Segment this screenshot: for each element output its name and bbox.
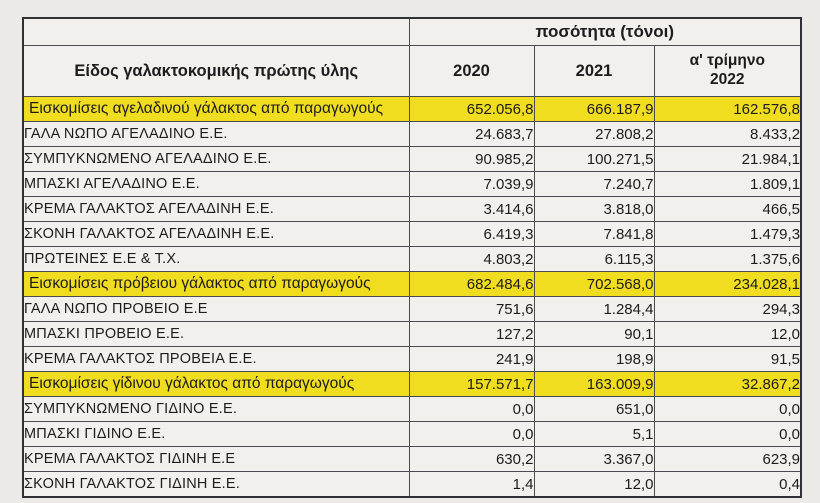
item-row — [23, 472, 801, 498]
item-row — [23, 447, 801, 472]
item-row — [23, 172, 801, 197]
value-2020: 157.571,7 — [409, 372, 534, 397]
item-row — [23, 247, 801, 272]
value-2021: 1.284,4 — [534, 297, 654, 322]
value-2021: 12,0 — [534, 472, 654, 498]
value-q1-2022: 1.479,3 — [654, 222, 801, 247]
row-label: ΜΠΑΣΚΙ ΠΡΟΒΕΙΟ Ε.Ε. — [23, 322, 409, 347]
group-row-goat-milk — [23, 372, 801, 397]
value-2021: 5,1 — [534, 422, 654, 447]
value-2021: 7.841,8 — [534, 222, 654, 247]
dairy-raw-material-intake-table — [22, 17, 802, 498]
row-label: Εισκομίσεις αγελαδινού γάλακτος από παραγωγούς — [23, 97, 409, 122]
row-label: ΠΡΩΤΕΙΝΕΣ Ε.Ε & Τ.Χ. — [23, 247, 409, 272]
value-2020: 751,6 — [409, 297, 534, 322]
value-q1-2022: 32.867,2 — [654, 372, 801, 397]
value-q1-2022: 294,3 — [654, 297, 801, 322]
value-2021: 6.115,3 — [534, 247, 654, 272]
value-2021: 90,1 — [534, 322, 654, 347]
value-q1-2022: 623,9 — [654, 447, 801, 472]
value-2020: 4.803,2 — [409, 247, 534, 272]
value-2021: 666.187,9 — [534, 97, 654, 122]
value-q1-2022: 162.576,8 — [654, 97, 801, 122]
value-q1-2022: 0,4 — [654, 472, 801, 498]
row-label: ΚΡΕΜΑ ΓΑΛΑΚΤΟΣ ΠΡΟΒΕΙΑ Ε.Ε. — [23, 347, 409, 372]
scanned-document-area — [22, 17, 802, 498]
row-label: Εισκομίσεις πρόβειου γάλακτος από παραγωγούς — [23, 272, 409, 297]
column-header-row — [23, 46, 801, 97]
value-2020: 630,2 — [409, 447, 534, 472]
value-2020: 0,0 — [409, 422, 534, 447]
value-2021: 651,0 — [534, 397, 654, 422]
value-q1-2022: 466,5 — [654, 197, 801, 222]
column-header-2021: 2021 — [534, 46, 654, 97]
item-row — [23, 322, 801, 347]
value-2021: 3.367,0 — [534, 447, 654, 472]
column-header-q1-2022 — [654, 46, 801, 97]
value-2020: 652.056,8 — [409, 97, 534, 122]
value-2021: 100.271,5 — [534, 147, 654, 172]
quantity-title: ποσότητα (τόνοι) — [409, 18, 801, 46]
q1-2022-line1: α' τρίμηνο — [689, 52, 765, 70]
value-q1-2022: 1.375,6 — [654, 247, 801, 272]
value-2021: 3.818,0 — [534, 197, 654, 222]
item-row — [23, 347, 801, 372]
item-row — [23, 422, 801, 447]
row-label: ΜΠΑΣΚΙ ΑΓΕΛΑΔΙΝΟ Ε.Ε. — [23, 172, 409, 197]
value-2020: 6.419,3 — [409, 222, 534, 247]
row-label: ΣΚΟΝΗ ΓΑΛΑΚΤΟΣ ΑΓΕΛΑΔΙΝΗ Ε.Ε. — [23, 222, 409, 247]
value-2021: 7.240,7 — [534, 172, 654, 197]
q1-2022-line2: 2022 — [710, 71, 745, 88]
item-row — [23, 297, 801, 322]
item-row — [23, 222, 801, 247]
item-row — [23, 122, 801, 147]
group-row-sheep-milk — [23, 272, 801, 297]
value-2020: 682.484,6 — [409, 272, 534, 297]
value-q1-2022: 0,0 — [654, 422, 801, 447]
item-row — [23, 397, 801, 422]
column-header-kind: Είδος γαλακτοκομικής πρώτης ύλης — [23, 46, 409, 97]
row-label: ΣΥΜΠΥΚΝΩΜΕΝΟ ΑΓΕΛΑΔΙΝΟ Ε.Ε. — [23, 147, 409, 172]
value-2020: 127,2 — [409, 322, 534, 347]
row-label: ΣΥΜΠΥΚΝΩΜΕΝΟ ΓΙΔΙΝΟ Ε.Ε. — [23, 397, 409, 422]
value-q1-2022: 1.809,1 — [654, 172, 801, 197]
value-2021: 27.808,2 — [534, 122, 654, 147]
value-2020: 24.683,7 — [409, 122, 534, 147]
row-label: ΓΑΛΑ ΝΩΠΟ ΑΓΕΛΑΔΙΝΟ Ε.Ε. — [23, 122, 409, 147]
value-2020: 90.985,2 — [409, 147, 534, 172]
value-2020: 3.414,6 — [409, 197, 534, 222]
value-2020: 7.039,9 — [409, 172, 534, 197]
empty-corner-cell — [23, 18, 409, 46]
column-header-2020: 2020 — [409, 46, 534, 97]
value-2021: 163.009,9 — [534, 372, 654, 397]
row-label: ΚΡΕΜΑ ΓΑΛΑΚΤΟΣ ΓΙΔΙΝΗ Ε.Ε — [23, 447, 409, 472]
value-q1-2022: 12,0 — [654, 322, 801, 347]
value-q1-2022: 8.433,2 — [654, 122, 801, 147]
row-label: ΚΡΕΜΑ ΓΑΛΑΚΤΟΣ ΑΓΕΛΑΔΙΝΗ Ε.Ε. — [23, 197, 409, 222]
value-2020: 1,4 — [409, 472, 534, 498]
value-q1-2022: 0,0 — [654, 397, 801, 422]
value-2020: 241,9 — [409, 347, 534, 372]
quantity-header-row — [23, 18, 801, 46]
value-q1-2022: 234.028,1 — [654, 272, 801, 297]
row-label: Εισκομίσεις γίδινου γάλακτος από παραγωγούς — [23, 372, 409, 397]
value-2020: 0,0 — [409, 397, 534, 422]
value-q1-2022: 21.984,1 — [654, 147, 801, 172]
row-label: ΣΚΟΝΗ ΓΑΛΑΚΤΟΣ ΓΙΔΙΝΗ Ε.Ε. — [23, 472, 409, 498]
row-label: ΓΑΛΑ ΝΩΠΟ ΠΡΟΒΕΙΟ Ε.Ε — [23, 297, 409, 322]
value-2021: 198,9 — [534, 347, 654, 372]
item-row — [23, 197, 801, 222]
row-label: ΜΠΑΣΚΙ ΓΙΔΙΝΟ Ε.Ε. — [23, 422, 409, 447]
group-row-cow-milk — [23, 97, 801, 122]
value-q1-2022: 91,5 — [654, 347, 801, 372]
value-2021: 702.568,0 — [534, 272, 654, 297]
item-row — [23, 147, 801, 172]
